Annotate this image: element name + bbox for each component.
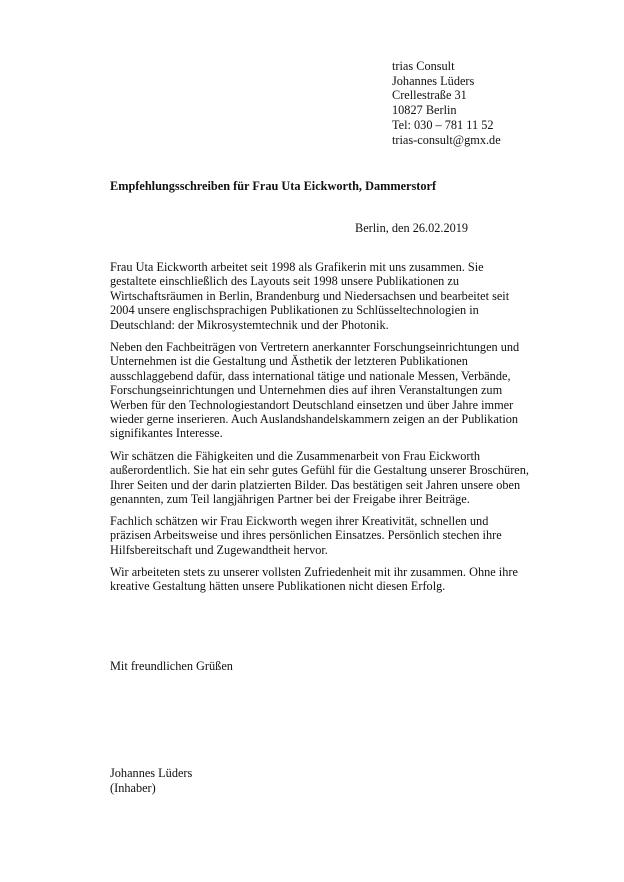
text-line: außerordentlich. Sie hat ein sehr gutes Gefühl für die Gestaltung unserer Broschüren, bbox=[110, 463, 529, 478]
signature-block bbox=[110, 766, 192, 795]
text-line: Wir schätzen die Fähigkeiten und die Zusammenarbeit von Frau Eickworth bbox=[110, 449, 481, 463]
text-line: präzisen Arbeitsweise und ihres persönlichen Einsatzes. Persönlich stechen ihre bbox=[110, 528, 502, 543]
body-paragraph-1 bbox=[110, 260, 530, 332]
text-line: Fachlich schätzen wir Frau Eickworth wegen ihrer Kreativität, schnellen und bbox=[110, 514, 489, 528]
sender-street: Crellestraße 31 bbox=[392, 88, 467, 103]
text-line: genannten, zum Teil langjährigen Partner bei der Freigabe ihrer Beiträge. bbox=[110, 492, 470, 507]
text-line: signifikantes Interesse. bbox=[110, 426, 223, 441]
text-line: Forschungseinrichtungen und Unternehmen dies auf ihren Veranstaltungen zum bbox=[110, 383, 503, 398]
sender-email: trias-consult@gmx.de bbox=[392, 132, 501, 147]
body-paragraph-5 bbox=[110, 565, 530, 594]
text-line: Werben für den Technologiestandort Deutschland einsetzen und über Jahre immer bbox=[110, 397, 514, 412]
text-line: wieder gerne inserieren. Auch Auslandshandelskammern zeigen an der Publikation bbox=[110, 412, 519, 427]
sender-address-block bbox=[392, 59, 501, 147]
sender-company: trias Consult bbox=[392, 59, 455, 73]
text-line: Wirtschaftsräumen in Berlin, Brandenburg und Niedersachsen und bearbeitet seit bbox=[110, 288, 510, 303]
text-line: Neben den Fachbeiträgen von Vertretern anerkannter Forschungseinrichtungen und bbox=[110, 340, 520, 354]
text-line: Hilfsbereitschaft und Zugewandtheit hervor. bbox=[110, 542, 328, 557]
body-paragraph-4 bbox=[110, 514, 530, 557]
sender-phone: Tel: 030 – 781 11 52 bbox=[392, 117, 494, 132]
body-paragraph-2 bbox=[110, 340, 530, 441]
text-line: gestaltete einschließlich des Layouts seit 1998 unsere Publikationen zu bbox=[110, 274, 460, 289]
text-line: kreative Gestaltung hätten unsere Publikationen nicht diesen Erfolg. bbox=[110, 579, 446, 594]
signature-name: Johannes Lüders bbox=[110, 766, 193, 780]
signature-title: (Inhaber) bbox=[110, 780, 156, 795]
letter-subject: Empfehlungsschreiben für Frau Uta Eickworth, Dammerstorf bbox=[110, 179, 437, 193]
sender-name: Johannes Lüders bbox=[392, 73, 475, 88]
text-line: Ihrer Seiten und der darin platzierten Bilder. Das bestätigen seit Jahren unsere oben bbox=[110, 477, 521, 492]
letter-date: Berlin, den 26.02.2019 bbox=[355, 221, 469, 235]
text-line: Deutschland: der Mikrosystemtechnik und der Photonik. bbox=[110, 317, 389, 332]
text-line: ausschlaggebend dafür, dass international tätige und nationale Messen, Verbände, bbox=[110, 368, 511, 383]
text-line: Frau Uta Eickworth arbeitet seit 1998 als Grafikerin mit uns zusammen. Sie bbox=[110, 260, 484, 274]
text-line: Wir arbeiteten stets zu unserer vollsten Zufriedenheit mit ihr zusammen. Ohne ihre bbox=[110, 565, 518, 579]
text-line: Unternehmen ist die Gestaltung und Ästhetik der letzteren Publikationen bbox=[110, 354, 468, 369]
letter-closing: Mit freundlichen Grüßen bbox=[110, 659, 233, 673]
body-paragraph-3 bbox=[110, 449, 530, 507]
sender-city: 10827 Berlin bbox=[392, 103, 457, 118]
text-line: 2004 unsere englischsprachigen Publikationen zu Schlüsseltechnologien in bbox=[110, 303, 479, 318]
